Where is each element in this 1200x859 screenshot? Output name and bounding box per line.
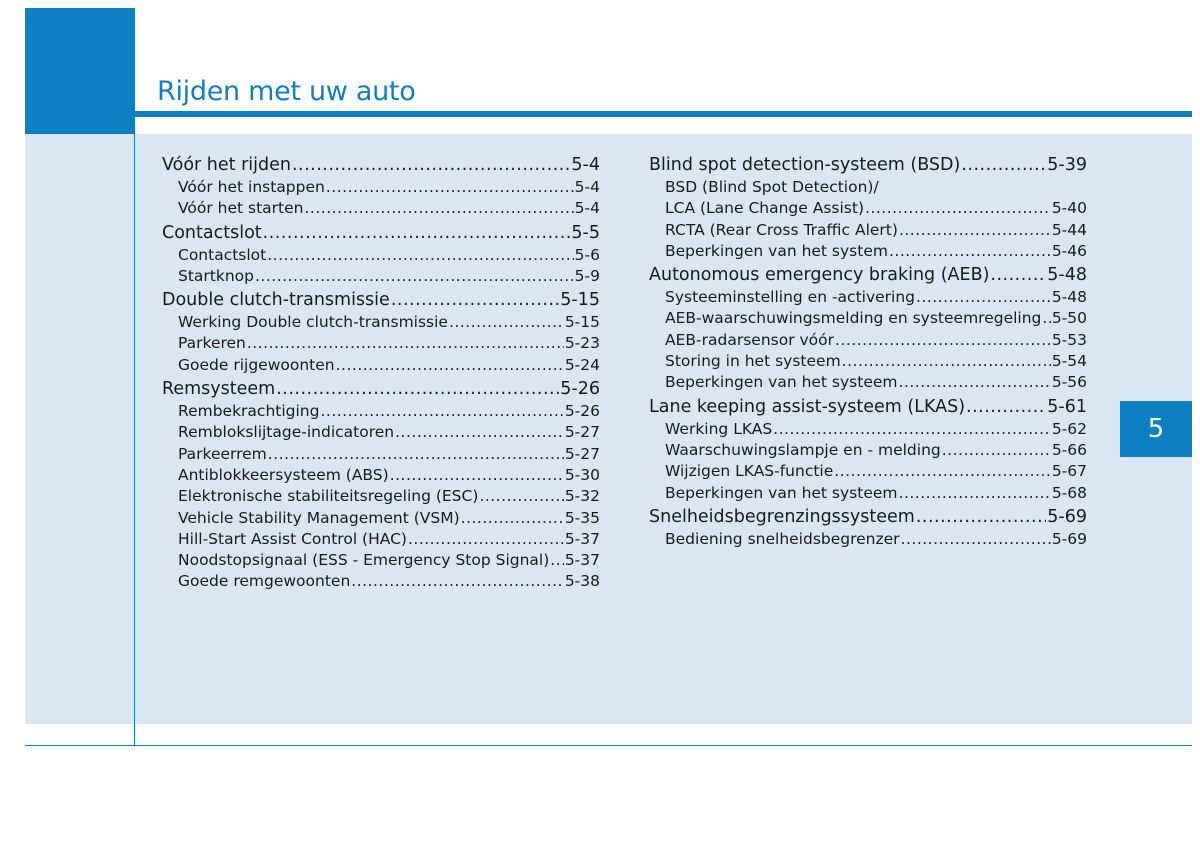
toc-dot-leader [835,330,1051,351]
toc-dot-leader [916,505,1046,529]
toc-subentry[interactable] [162,444,600,465]
toc-page-number: 5-54 [1051,352,1087,371]
toc-dot-leader [899,372,1051,393]
toc-page-number: 5-24 [564,355,600,374]
toc-page-number: 5-44 [1051,220,1087,239]
toc-subentry[interactable] [162,198,600,219]
toc-entry-title: Beperkingen van het systeem [665,373,898,392]
toc-dot-leader [961,153,1046,177]
title-underline [135,111,1192,117]
toc-dot-leader [292,153,570,177]
toc-section-entry[interactable] [649,263,1087,287]
toc-entry-title: Waarschuwingslampje en - melding [665,440,941,459]
toc-page-number: 5-5 [571,222,600,243]
toc-entry-title: AEB-waarschuwingsmelding en systeemregeling [665,309,1042,328]
toc-section-entry[interactable] [649,505,1087,529]
toc-section-entry[interactable] [649,395,1087,419]
toc-page-number: 5-50 [1051,309,1087,328]
toc-entry-title: Snelheidsbegrenzingssysteem [649,506,915,527]
toc-subentry[interactable] [162,312,600,333]
toc-page-number: 5-15 [560,290,600,311]
toc-page-number: 5-26 [564,402,600,421]
toc-page-number: 5-32 [564,487,600,506]
toc-subentry[interactable] [649,461,1087,482]
toc-dot-leader [942,440,1051,461]
toc-subentry[interactable] [162,355,600,376]
toc-entry-title: Bediening snelheidsbegrenzer [665,529,900,548]
toc-dot-leader [550,550,564,571]
toc-entry-title: RCTA (Rear Cross Traffic Alert) [665,220,898,239]
toc-dot-leader [966,395,1046,419]
toc-entry-title: Vóór het instappen [178,178,325,196]
toc-page-number: 5-30 [564,465,600,484]
toc-dot-leader [408,529,564,550]
toc-page-number: 5-26 [560,379,600,400]
toc-entry-title: Beperkingen van het systeem [665,483,898,502]
chapter-tab[interactable]: 5 [1120,401,1192,457]
toc-section-entry[interactable] [162,377,600,401]
toc-dot-leader [268,444,564,465]
margin-line [134,134,135,746]
toc-entry-title: Blind spot detection-systeem (BSD) [649,155,961,175]
toc-entry-title: Elektronische stabiliteitsregeling (ESC) [178,487,479,506]
toc-subentry[interactable] [162,245,600,266]
toc-subentry[interactable] [162,465,600,486]
toc-dot-leader [263,221,571,245]
toc-entry-title: Systeeminstelling en -activering [665,288,915,307]
toc-subentry[interactable] [649,351,1087,372]
toc-page-number: 5-66 [1051,440,1087,459]
toc-dot-leader [479,486,563,507]
toc-entry-title: BSD (Blind Spot Detection)/ [665,178,879,196]
toc-page-number: 5-27 [564,423,600,442]
toc-page-number: 5-48 [1051,288,1087,307]
toc-page-number: 5-4 [574,199,600,218]
page-title: Rijden met uw auto [157,76,416,107]
toc-page-number: 5-68 [1051,483,1087,502]
toc-page-number: 5-40 [1051,199,1087,218]
toc-dot-leader [351,571,564,592]
toc-dot-leader [449,312,564,333]
toc-entry-title: Goede rijgewoonten [178,355,335,374]
toc-entry-title: Hill-Start Assist Control (HAC) [178,529,407,548]
toc-subentry[interactable] [162,422,600,443]
toc-dot-leader [1042,308,1050,329]
toc-dot-leader [247,333,564,354]
toc-section-entry[interactable] [162,221,600,245]
toc-subentry[interactable] [162,571,600,592]
toc-page-number: 5-53 [1051,330,1087,349]
toc-dot-leader [461,508,564,529]
toc-dot-leader [390,465,564,486]
toc-page-number: 5-15 [564,313,600,332]
toc-dot-leader [899,220,1051,241]
toc-entry-title: LCA (Lane Change Assist) [665,199,864,218]
toc-subentry[interactable] [649,440,1087,461]
toc-page-number: 5-37 [564,551,600,570]
toc-page-number: 5-62 [1051,419,1087,438]
toc-entry-title: Autonomous emergency braking (AEB) [649,265,990,286]
toc-subentry[interactable] [162,529,600,550]
toc-subentry[interactable] [162,550,600,571]
toc-subentry[interactable] [162,266,600,287]
toc-dot-leader [990,263,1046,287]
chapter-color-block [25,8,135,134]
toc-entry-title: AEB-radarsensor vóór [665,330,835,349]
toc-entry-title: Rembekrachtiging [178,402,320,421]
toc-entry-title: Goede remgewoonten [178,572,351,591]
toc-dot-leader [391,288,559,312]
toc-page-number: 5-61 [1047,396,1087,417]
toc-page-number: 5-69 [1051,529,1087,548]
toc-entry-title: Vehicle Stability Management (VSM) [178,508,460,527]
toc-dot-leader [916,287,1051,308]
toc-entry-title: Vóór het rijden [162,155,291,175]
toc-entry-title: Beperkingen van het system [665,241,888,260]
toc-subentry[interactable] [649,330,1087,351]
toc-entry-title: Vóór het starten [178,199,304,218]
toc-dot-leader [773,419,1051,440]
toc-entry-title: Antiblokkeersysteem (ABS) [178,465,389,484]
toc-entry-title: Werking LKAS [665,419,773,438]
toc-dot-leader [889,241,1051,262]
toc-subentry[interactable] [649,483,1087,504]
toc-subentry[interactable] [162,486,600,507]
toc-dot-leader [326,177,574,198]
toc-subentry[interactable] [649,308,1087,329]
toc-dot-leader [395,422,564,443]
toc-dot-leader [255,266,574,287]
toc-page-number: 5-48 [1047,265,1087,286]
toc-subentry[interactable] [162,177,600,198]
toc-page-number: 5-4 [574,178,600,196]
bottom-rule [25,745,1192,746]
toc-subentry[interactable] [649,419,1087,440]
toc-subentry[interactable] [649,198,1087,219]
toc-page-number: 5-38 [564,572,600,591]
toc-page-number: 5-69 [1047,506,1087,527]
toc-dot-leader [834,461,1051,482]
toc-page-number: 5-39 [1047,155,1087,175]
toc-subentry[interactable] [649,220,1087,241]
toc-dot-leader [901,529,1051,550]
toc-section-entry[interactable] [649,153,1087,177]
toc-entry-title: Double clutch-transmissie [162,290,390,311]
toc-section-entry[interactable] [162,288,600,312]
toc-section-entry[interactable] [162,153,600,177]
toc-dot-leader [842,351,1051,372]
toc-subentry[interactable] [649,177,1087,198]
toc-page-number: 5-35 [564,508,600,527]
toc-dot-leader [336,355,564,376]
toc-page-number: 5-56 [1051,373,1087,392]
toc-page-number: 5-37 [564,529,600,548]
toc-entry-title: Werking Double clutch-transmissie [178,313,448,332]
toc-column-right [649,152,1087,550]
toc-dot-leader [267,245,573,266]
toc-dot-leader [899,483,1051,504]
toc-column-left [162,152,600,593]
toc-entry-title: Remblokslijtage-indicatoren [178,423,395,442]
toc-subentry[interactable] [649,372,1087,393]
toc-entry-title: Contactslot [178,245,267,264]
toc-page-number: 5-67 [1051,462,1087,481]
toc-entry-title: Lane keeping assist-systeem (LKAS) [649,396,966,417]
toc-entry-title: Wijzigen LKAS-functie [665,462,834,481]
toc-entry-title: Parkeren [178,334,246,353]
toc-subentry[interactable] [162,333,600,354]
toc-dot-leader [320,401,563,422]
toc-dot-leader [305,198,574,219]
toc-page-number: 5-23 [564,334,600,353]
toc-page-number: 5-4 [571,155,600,175]
toc-page-number: 5-6 [574,245,600,264]
toc-entry-title: Contactslot [162,222,262,243]
toc-entry-title: Storing in het systeem [665,352,841,371]
toc-page-number: 5-46 [1051,241,1087,260]
toc-subentry[interactable] [649,241,1087,262]
toc-subentry[interactable] [162,401,600,422]
toc-dot-leader [276,377,559,401]
toc-page-number: 5-27 [564,444,600,463]
toc-subentry[interactable] [649,287,1087,308]
toc-entry-title: Parkeerrem [178,444,267,463]
toc-entry-title: Remsysteem [162,379,276,400]
toc-page-number: 5-9 [574,266,600,285]
toc-subentry[interactable] [162,508,600,529]
toc-dot-leader [865,198,1051,219]
toc-subentry[interactable] [649,529,1087,550]
toc-entry-title: Noodstopsignaal (ESS - Emergency Stop Signal) [178,551,550,570]
toc-entry-title: Startknop [178,266,254,285]
